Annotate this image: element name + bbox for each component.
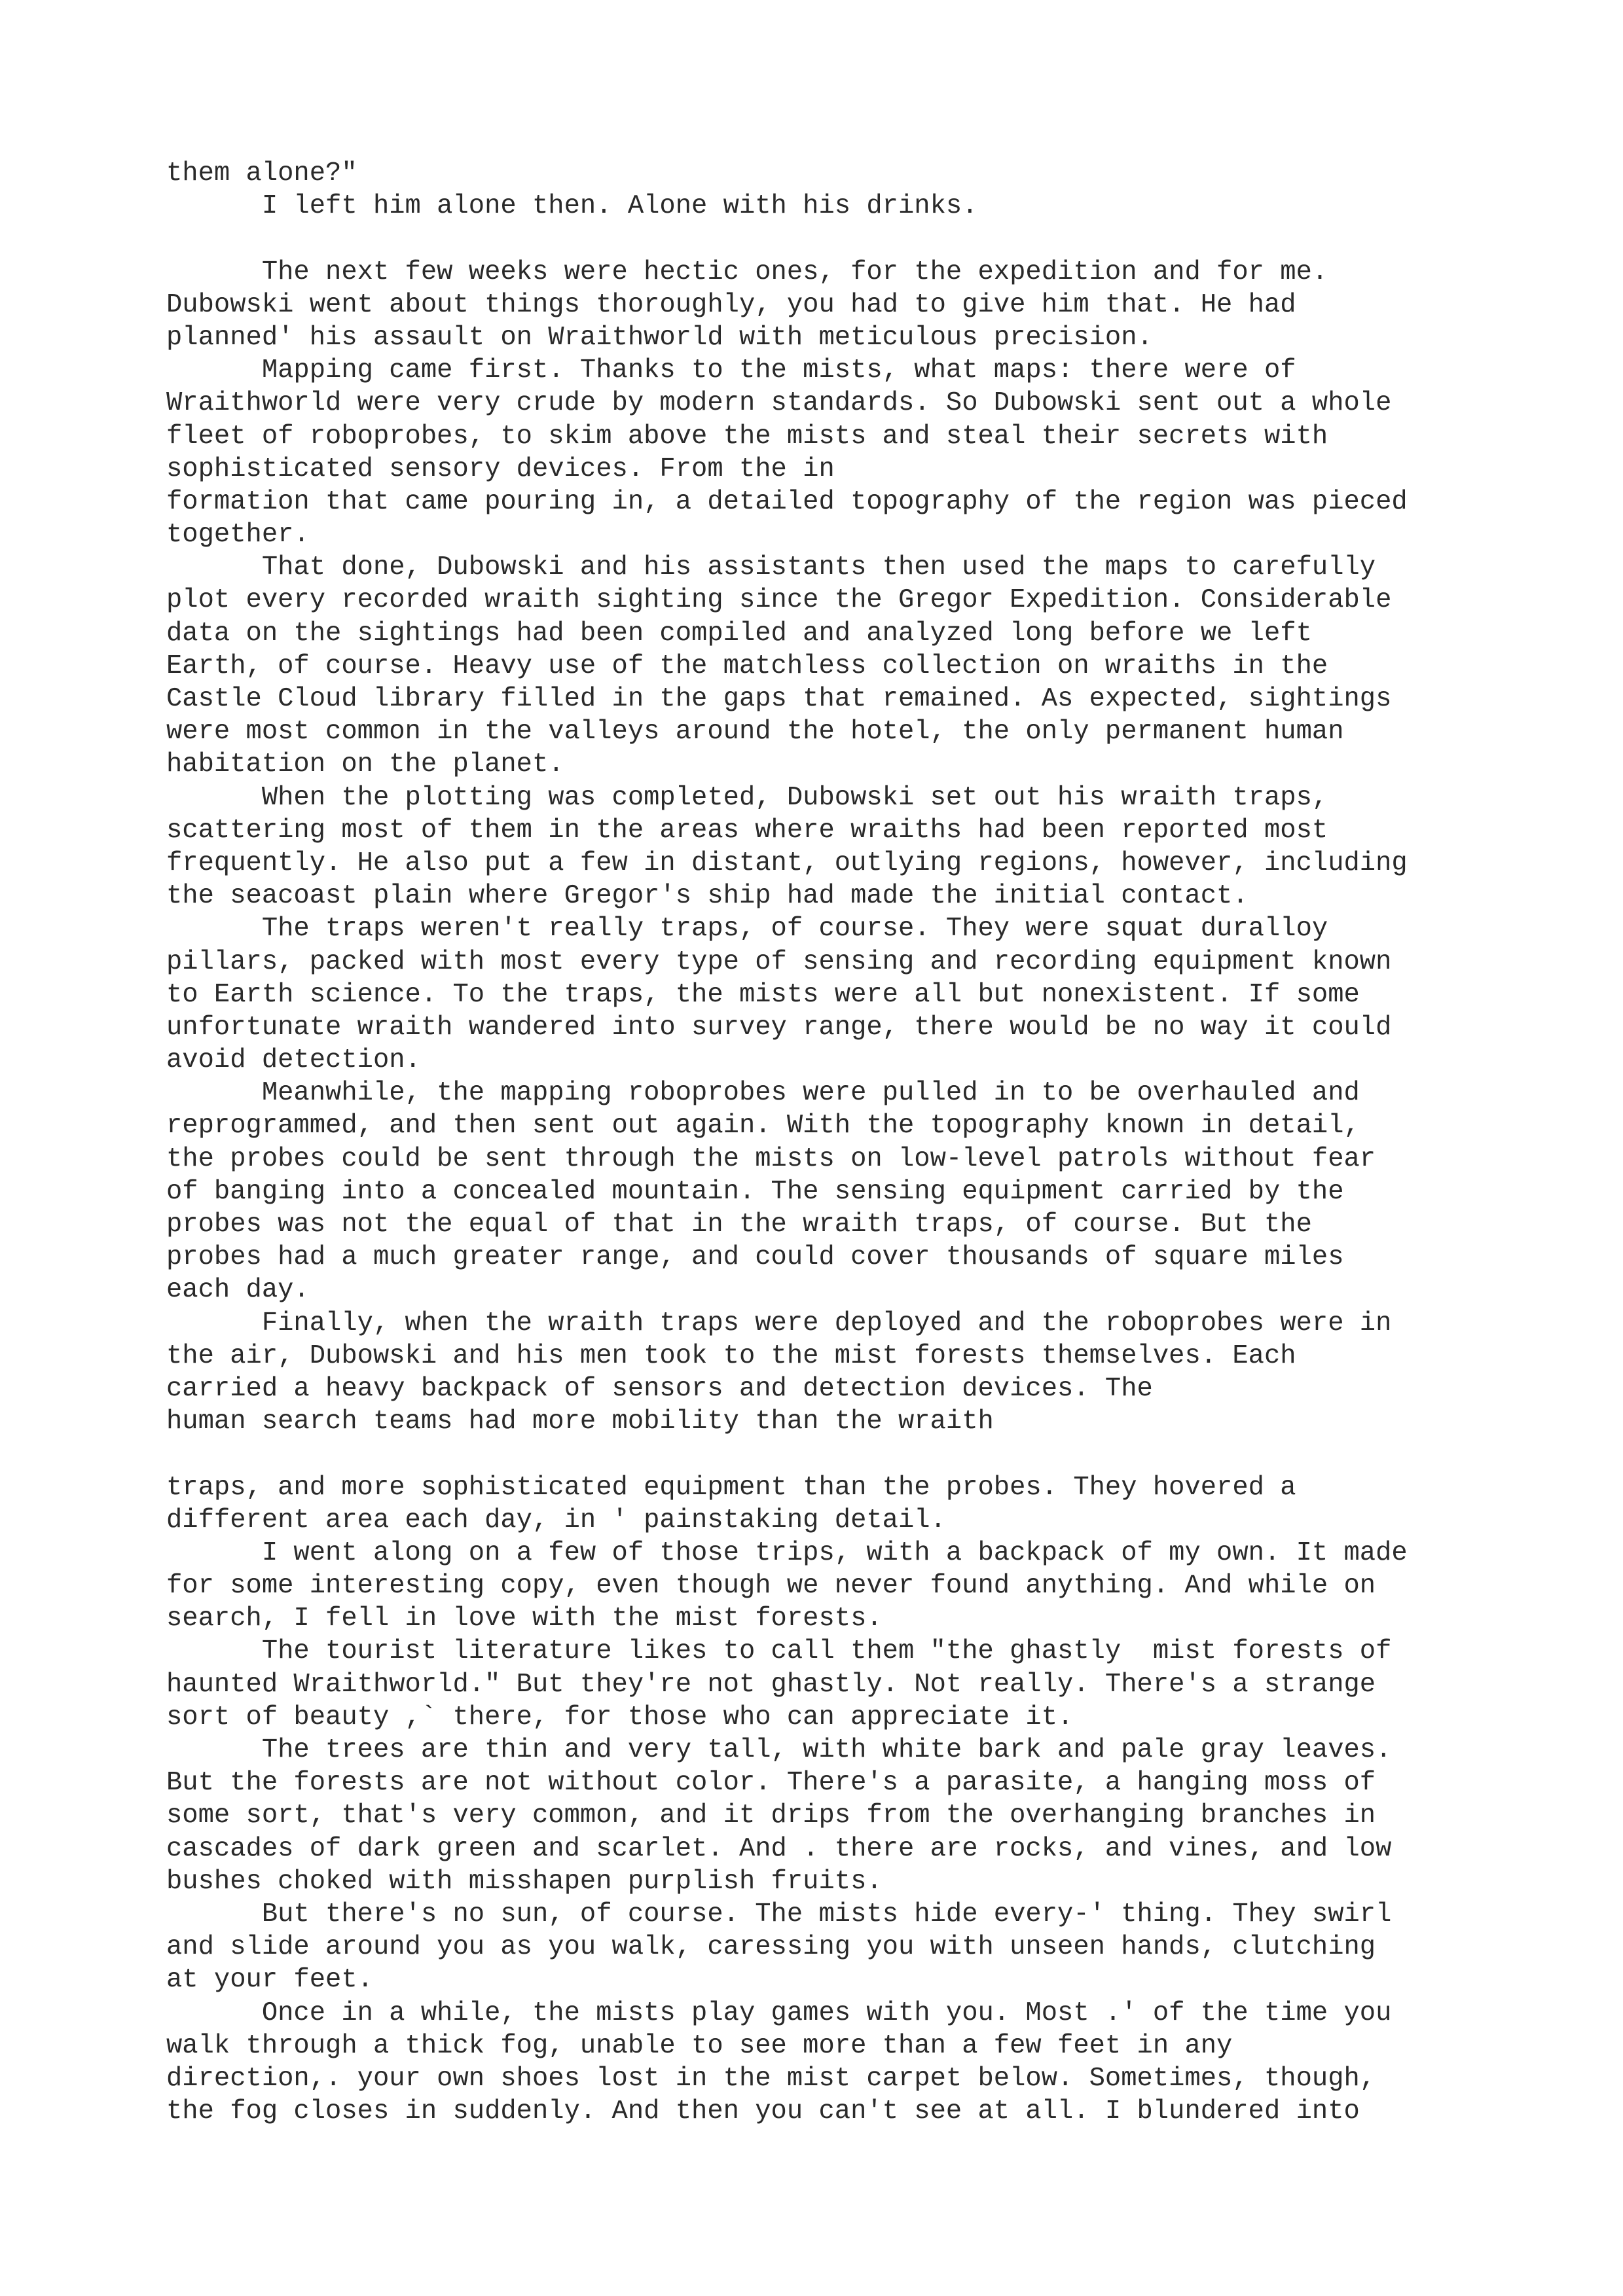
text-line: data on the sightings had been compiled and analyzed long before we left [166,618,1312,649]
text-line: frequently. He also put a few in distant, outlying regions, however, including [166,848,1408,878]
text-line: sophisticated sensory devices. From the in [166,454,835,484]
text-line: The next few weeks were hectic ones, for the expedition and for me. [166,257,1328,287]
text-line: traps, and more sophisticated equipment than the probes. They hovered a [166,1472,1296,1503]
text-line: The trees are thin and very tall, with white bark and pale gray leaves. [166,1735,1392,1765]
text-line: human search teams had more mobility than the wraith [166,1407,994,1437]
paragraph-gap [166,223,1541,255]
text-line: some sort, that's very common, and it drips from the overhanging branches in [166,1801,1376,1831]
text-line: the probes could be sent through the mists on low-level patrols without fear [166,1143,1376,1174]
text-line: habitation on the planet. [166,749,564,780]
text-line: When the plotting was completed, Dubowski set out his wraith traps, [166,782,1328,813]
text-line: each day. [166,1275,310,1306]
text-line: of banging into a concealed mountain. The sensing equipment carried by the [166,1176,1344,1207]
text-line: pillars, packed with most every type of sensing and recording equipment known [166,946,1392,977]
body-text [166,157,1541,2128]
text-line: to Earth science. To the traps, the mists were all but nonexistent. If some [166,979,1360,1010]
text-line: planned' his assault on Wraithworld with meticulous precision. [166,322,1153,353]
text-line: That done, Dubowski and his assistants then used the maps to carefully [166,552,1376,583]
text-line: probes had a much greater range, and could cover thousands of square miles [166,1242,1344,1273]
text-line: scattering most of them in the areas where wraiths had been reported most [166,815,1328,846]
text-line: Dubowski went about things thoroughly, you had to give him that. He had [166,289,1296,320]
text-line: and slide around you as you walk, caressing you with unseen hands, clutching [166,1932,1376,1963]
text-line: probes was not the equal of that in the wraith traps, of course. But the [166,1210,1312,1240]
text-line: at your feet. [166,1965,373,1996]
text-line: them alone?" [166,158,357,188]
text-line: Castle Cloud library filled in the gaps that remained. As expected, sightings [166,684,1392,714]
text-line: But there's no sun, of course. The mists hide every-' thing. They swirl [166,1899,1392,1929]
text-line: haunted Wraithworld." But they're not ghastly. Not really. There's a strange [166,1669,1376,1700]
text-line: The traps weren't really traps, of course. They were squat duralloy [166,914,1328,944]
text-line: Finally, when the wraith traps were deployed and the roboprobes were in [166,1308,1392,1338]
text-line: the fog closes in suddenly. And then you can't see at all. I blundered into [166,2096,1360,2127]
text-line: The tourist literature likes to call them "the ghastly mist forests of [166,1636,1392,1667]
text-line: Once in a while, the mists play games with you. Most .' of the time you [166,1998,1392,2028]
text-line: unfortunate wraith wandered into survey range, there would be no way it could [166,1012,1392,1043]
text-line: sort of beauty ,` there, for those who can appreciate it. [166,1702,1074,1732]
text-line: bushes choked with misshapen purplish fruits. [166,1866,883,1897]
text-line: avoid detection. [166,1045,421,1076]
text-line: Mapping came first. Thanks to the mists, what maps: there were of [166,355,1296,386]
paragraph-gap [166,1438,1541,1471]
text-line: for some interesting copy, even though we never found anything. And while on [166,1571,1376,1602]
text-line: cascades of dark green and scarlet. And . there are rocks, and vines, and low [166,1833,1392,1864]
text-line: Earth, of course. Heavy use of the matchless collection on wraiths in the [166,651,1328,681]
text-line: I went along on a few of those trips, with a backpack of my own. It made [166,1537,1408,1568]
text-line: Meanwhile, the mapping roboprobes were pulled in to be overhauled and [166,1078,1360,1109]
text-line: plot every recorded wraith sighting since the Gregor Expedition. Considerable [166,585,1392,616]
text-line: the seacoast plain where Gregor's ship had made the initial contact. [166,881,1249,912]
text-line: direction,. your own shoes lost in the mist carpet below. Sometimes, though, [166,2063,1376,2094]
text-line: formation that came pouring in, a detailed topography of the region was pieced [166,486,1408,517]
text-line: I left him alone then. Alone with his drinks. [166,191,978,222]
text-line: But the forests are not without color. There's a parasite, a hanging moss of [166,1768,1376,1799]
text-line: were most common in the valleys around the hotel, the only permanent human [166,717,1344,747]
text-line: search, I fell in love with the mist forests. [166,1604,883,1634]
text-line: together. [166,520,310,550]
text-line: the air, Dubowski and his men took to the mist forests themselves. Each [166,1340,1296,1371]
text-line: Wraithworld were very crude by modern standards. So Dubowski sent out a whole [166,388,1392,419]
text-line: fleet of roboprobes, to skim above the mists and steal their secrets with [166,421,1328,452]
text-line: reprogrammed, and then sent out again. With the topography known in detail, [166,1111,1360,1141]
text-line: walk through a thick fog, unable to see more than a few feet in any [166,2030,1233,2061]
text-line: different area each day, in ' painstaking detail. [166,1505,946,1535]
text-line: carried a heavy backpack of sensors and detection devices. The [166,1373,1153,1404]
